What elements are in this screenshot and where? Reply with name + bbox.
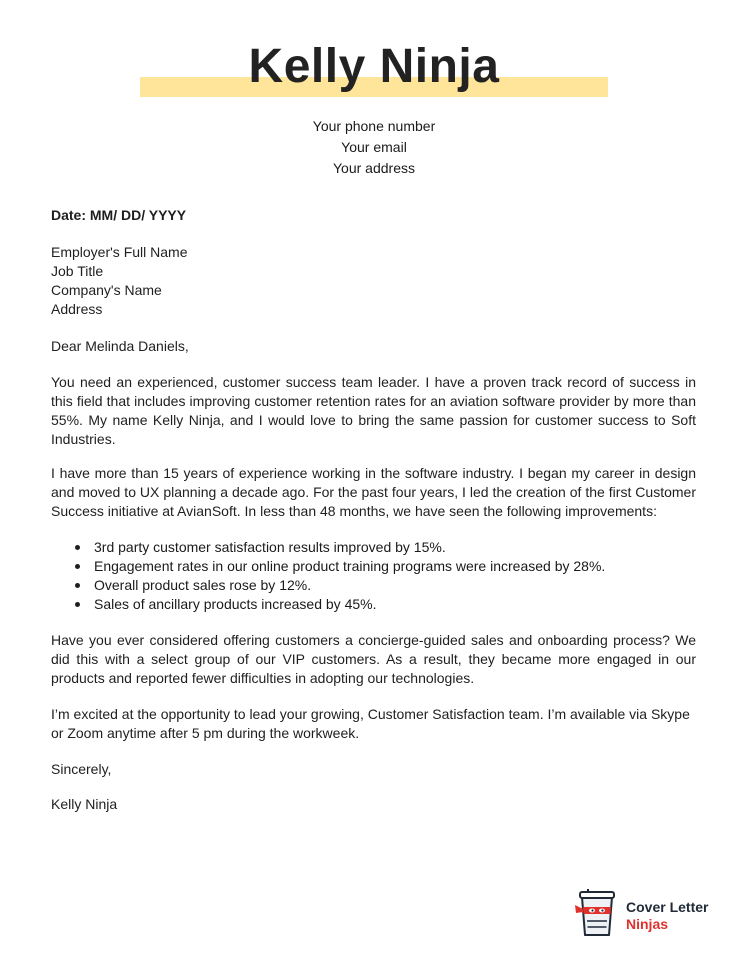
name-header (0, 36, 748, 106)
list-item-text: Overall product sales rose by 12%. (94, 577, 312, 593)
bullet-icon (75, 564, 80, 569)
list-item-text: Sales of ancillary products increased by 45%. (94, 596, 377, 612)
logo-text-line-2: Ninjas (626, 916, 669, 932)
contact-phone: Your phone number (312, 118, 436, 134)
signature-name: Kelly Ninja (51, 796, 118, 812)
brand-logo (574, 889, 724, 939)
employer-full-name: Employer's Full Name (51, 244, 188, 260)
paragraph-proposal: Have you ever considered offering customers a concierge-guided sales and onboarding process? We did this with a select group of our VIP customers. As a result, they became more engaged in our products and reported fewer difficulties in adopting our technologies. (51, 632, 696, 686)
applicant-name: Kelly Ninja (248, 40, 500, 93)
paragraph-closing: I’m excited at the opportunity to lead your growing, Customer Satisfaction team. I’m available via Skype or Zoom anytime after 5 pm during the workweek. (51, 706, 690, 741)
contact-block (0, 116, 748, 179)
bullet-icon (75, 545, 80, 550)
list-item (51, 576, 696, 595)
employer-company: Company's Name (51, 282, 162, 298)
contact-email: Your email (341, 139, 407, 155)
list-item-text: Engagement rates in our online product training programs were increased by 28%. (94, 558, 606, 574)
list-item (51, 595, 696, 614)
list-item (51, 557, 696, 576)
achievements-list (51, 538, 696, 614)
employer-block (51, 243, 696, 319)
paragraph-intro: You need an experienced, customer success team leader. I have a proven track record of success in this field that includes improving customer retention rates for an aviation software provider by more than 55%. My name Kelly Ninja, and I would love to bring the same passion for customer success to Soft Industries. (51, 374, 696, 447)
contact-address: Your address (333, 160, 415, 176)
bullet-icon (75, 583, 80, 588)
employer-address: Address (51, 301, 103, 317)
salutation: Dear Melinda Daniels, (51, 338, 189, 354)
paragraph-experience: I have more than 15 years of experience working in the software industry. I began my career in design and moved to UX planning a decade ago. For the past four years, I led the creation of the first Customer Success initiative at AvianSoft. In less than 48 months, we have seen the following improvements: (51, 465, 696, 519)
list-item (51, 538, 696, 557)
list-item-text: 3rd party customer satisfaction results improved by 15%. (94, 539, 446, 555)
letter-date: Date: MM/ DD/ YYYY (51, 207, 187, 223)
employer-job-title: Job Title (51, 263, 104, 279)
logo-text-line-1: Cover Letter (626, 899, 709, 915)
bullet-icon (75, 602, 80, 607)
closing-salutation: Sincerely, (51, 761, 112, 777)
ninja-mascot-icon (574, 889, 620, 939)
